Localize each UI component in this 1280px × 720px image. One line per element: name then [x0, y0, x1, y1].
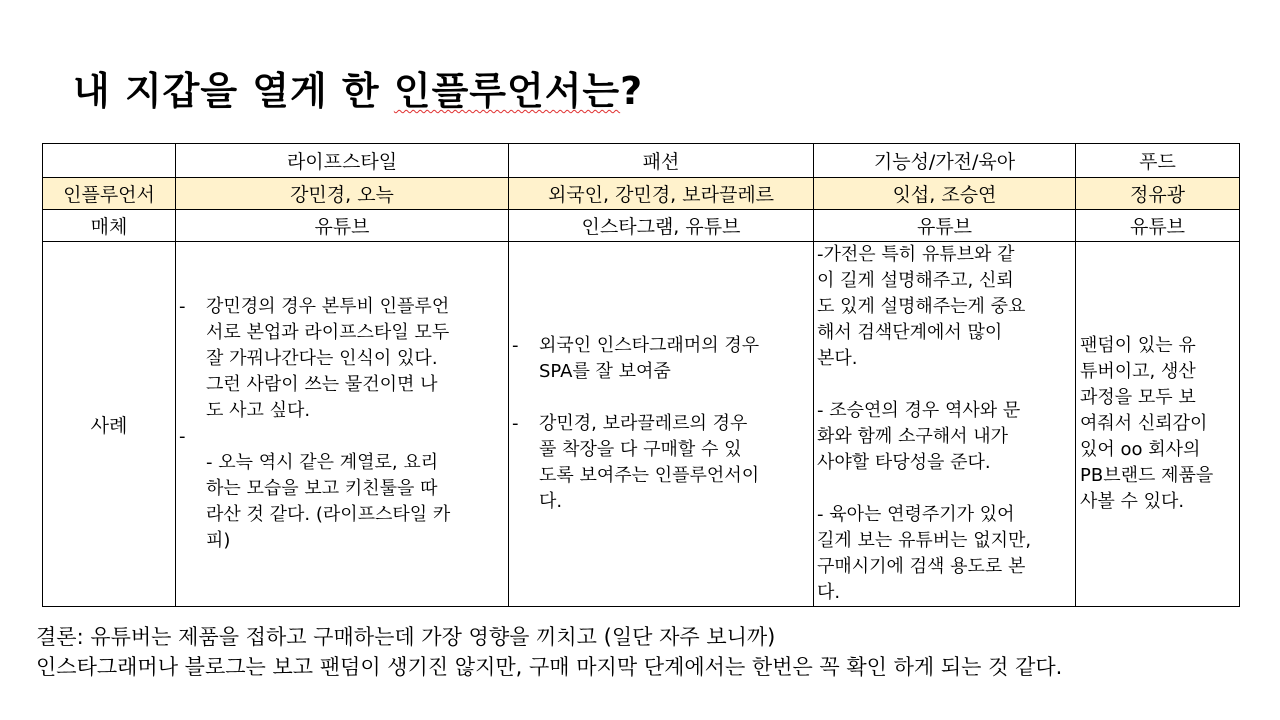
case-line: 강민경의 경우 본투비 인플루언 [206, 296, 450, 317]
case-appliance [814, 242, 1076, 607]
case-row [43, 242, 1240, 607]
case-line: - 육아는 연령주기가 있어 [817, 504, 1015, 525]
case-lifestyle-block-2 [176, 424, 508, 554]
case-line: 잘 가꿔나간다는 인식이 있다. [206, 348, 438, 369]
influencer-lifestyle: 강민경, 오늑 [176, 178, 509, 210]
header-cell-fashion: 패션 [509, 144, 814, 178]
case-line: 도 사고 싶다. [206, 400, 311, 421]
conclusion-line-2: 인스타그래머나 블로그는 보고 팬덤이 생기진 않지만, 구매 마지막 단계에서는 한번은 꼭 확인 하게 되는 것 같다. [36, 655, 1063, 679]
influencer-fashion: 외국인, 강민경, 보라끌레르 [509, 178, 814, 210]
case-lifestyle [176, 242, 509, 607]
case-line: 서로 본업과 라이프스타일 모두 [206, 322, 450, 343]
influencer-table [42, 143, 1240, 607]
media-food: 유튜브 [1076, 210, 1240, 242]
case-line: 강민경, 보라끌레르의 경우 [539, 413, 748, 434]
case-line: 구매시기에 검색 용도로 본 [817, 556, 1026, 577]
case-line: PB브랜드 제품을 [1080, 465, 1214, 486]
case-line: 도록 보여주는 인플루언서이 [539, 465, 760, 486]
header-cell-empty [43, 144, 176, 178]
row-label-case: 사례 [43, 242, 176, 607]
case-fashion-block-1 [509, 333, 813, 385]
case-line: 외국인 인스타그래머의 경우 [539, 335, 760, 356]
header-cell-lifestyle: 라이프스타일 [176, 144, 509, 178]
bullet-dash: - [179, 426, 186, 447]
case-line: - 오늑 역시 같은 계열로, 요리 [206, 452, 439, 473]
case-line: 이 길게 설명해주고, 신뢰 [817, 270, 1014, 291]
bullet-dash: - [512, 413, 519, 434]
case-line: 다. [817, 582, 841, 603]
conclusion-text [36, 622, 1272, 682]
influencer-row [43, 178, 1240, 210]
case-line: 풀 착장을 다 구매할 수 있 [539, 439, 742, 460]
case-line: 과정을 모두 보 [1080, 387, 1196, 408]
bullet-dash: - [512, 335, 519, 356]
case-line: 그런 사람이 쓰는 물건이면 나 [206, 374, 438, 395]
case-line: -가전은 특히 유튜브와 같 [817, 244, 1015, 265]
case-line: 팬덤이 있는 유 [1080, 335, 1196, 356]
slide-title [73, 60, 643, 115]
case-line: 사볼 수 있다. [1080, 491, 1185, 512]
header-row [43, 144, 1240, 178]
case-line: 라산 것 같다. (라이프스타일 카 [206, 504, 451, 525]
case-line: 피) [206, 530, 231, 551]
title-question-mark: ? [620, 69, 644, 113]
conclusion-line-1: 결론: 유튜버는 제품을 접하고 구매하는데 가장 영향을 끼치고 (일단 자주 보니까) [36, 625, 776, 649]
row-label-influencer: 인플루언서 [43, 178, 176, 210]
case-line: 여줘서 신뢰감이 [1080, 413, 1208, 434]
row-label-media: 매체 [43, 210, 176, 242]
media-appliance: 유튜브 [814, 210, 1076, 242]
case-line: 해서 검색단계에서 많이 [817, 322, 1003, 343]
media-lifestyle: 유튜브 [176, 210, 509, 242]
case-line: 화와 함께 소구해서 내가 [817, 426, 1009, 447]
title-text: 내 지갑을 열게 한 [73, 69, 394, 113]
case-line: 본다. [817, 348, 858, 369]
case-fashion [509, 242, 814, 607]
case-line: 사야할 타당성을 준다. [817, 452, 991, 473]
case-line: 다. [539, 491, 563, 512]
media-fashion: 인스타그램, 유튜브 [509, 210, 814, 242]
media-row [43, 210, 1240, 242]
influencer-food: 정유광 [1076, 178, 1240, 210]
case-line: 있어 oo 회사의 [1080, 439, 1201, 460]
case-line: - 조승연의 경우 역사와 문 [817, 400, 1021, 421]
case-line: 도 있게 설명해주는게 중요 [817, 296, 1026, 317]
case-line: SPA를 잘 보여줌 [539, 361, 671, 382]
case-line: 길게 보는 유튜버는 없지만, [817, 530, 1032, 551]
case-line: 튜버이고, 생산 [1080, 361, 1196, 382]
case-food [1076, 242, 1240, 607]
bullet-dash: - [179, 296, 186, 317]
case-fashion-block-2 [509, 411, 813, 515]
case-line: 하는 모습을 보고 키친툴을 따 [206, 478, 438, 499]
header-cell-appliance: 기능성/가전/육아 [814, 144, 1076, 178]
case-lifestyle-block-1 [176, 294, 508, 424]
header-cell-food: 푸드 [1076, 144, 1240, 178]
influencer-appliance: 잇섭, 조승연 [814, 178, 1076, 210]
title-text-marked: 인플루언서는 [393, 69, 621, 113]
